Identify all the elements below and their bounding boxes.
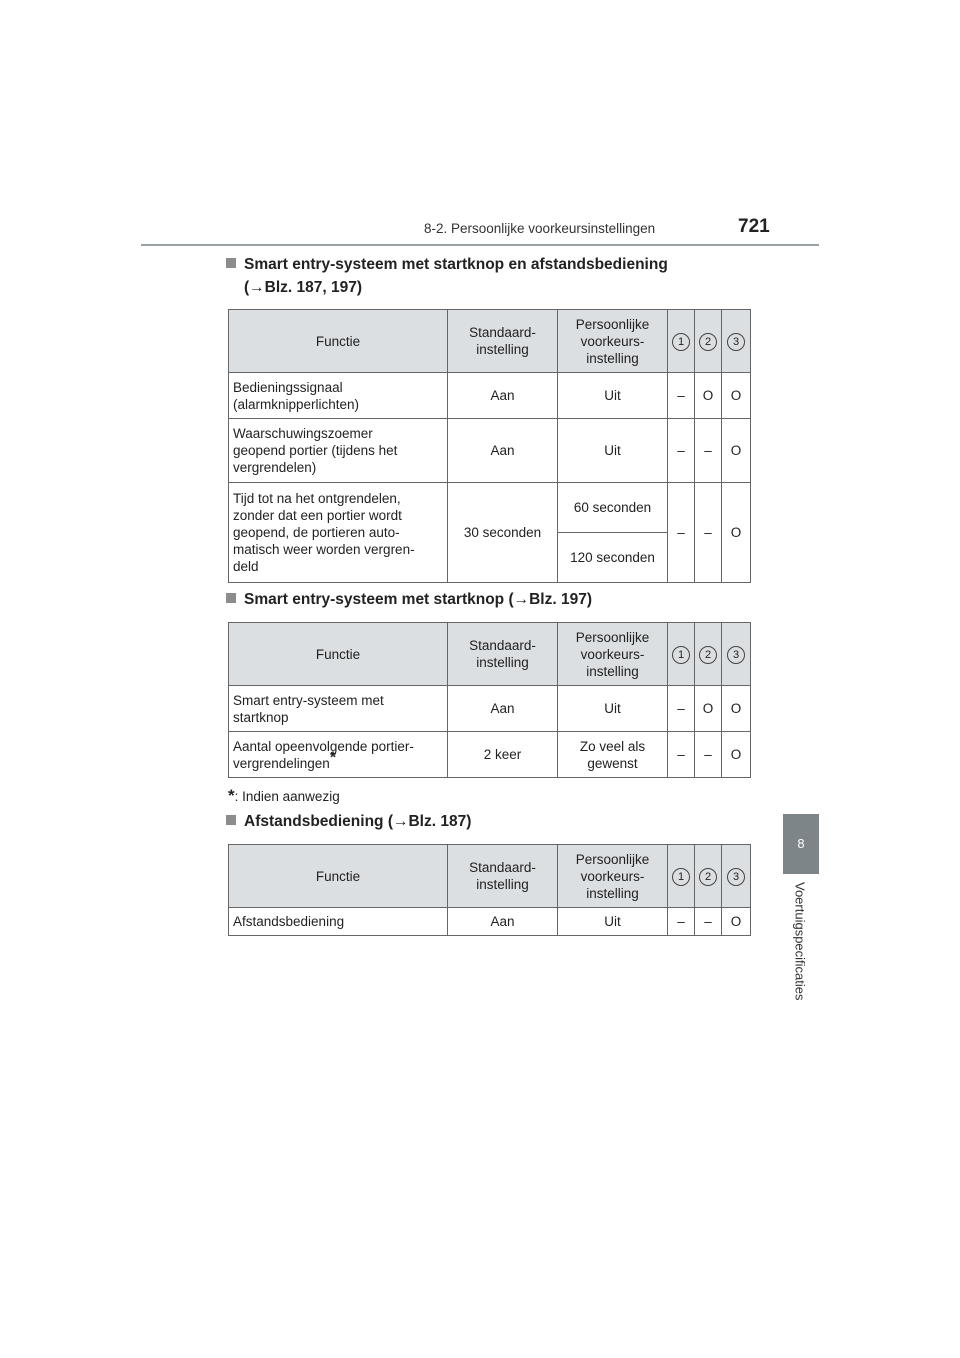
header-persoonlijk: Persoonlijke voorkeurs- instelling (558, 845, 668, 908)
circled-2-icon: 2 (699, 868, 717, 886)
table-header-row (229, 845, 751, 908)
cell-c3: O (722, 686, 751, 732)
table-header-row (229, 623, 751, 686)
chapter-label-container (780, 882, 820, 1022)
section-header: 8-2. Persoonlijke voorkeursinstellingen (424, 221, 656, 236)
table-row (229, 686, 751, 732)
cell-persoonlijk: Uit (558, 686, 668, 732)
header-standaard: Standaard- instelling (448, 310, 558, 373)
square-bullet-icon (226, 593, 236, 603)
header-col-2 (695, 623, 722, 686)
cell-standaard: Aan (448, 686, 558, 732)
circled-2-icon: 2 (699, 646, 717, 664)
cell-c1: – (668, 686, 695, 732)
cell-c2: – (695, 908, 722, 936)
table-row (229, 419, 751, 483)
cell-c2: O (695, 686, 722, 732)
page-number: 721 (738, 216, 770, 237)
header-functie: Functie (229, 623, 448, 686)
cell-functie: Tijd tot na het ontgrendelen, zonder dat een portier wordt geopend, de portieren auto- matisch weer worden vergren- deld (229, 483, 448, 583)
section-3-title: Afstandsbediening (→Blz. 187) (226, 813, 471, 831)
header-standaard: Standaard- instelling (448, 845, 558, 908)
cell-c2: – (695, 483, 722, 583)
cell-functie: Waarschuwingszoemer geopend portier (tijdens het vergrendelen) (229, 419, 448, 483)
cell-c1: – (668, 483, 695, 583)
cell-functie: Bedieningssignaal (alarmknipperlichten) (229, 373, 448, 419)
header-standaard: Standaard- instelling (448, 623, 558, 686)
table-row (229, 483, 751, 533)
square-bullet-icon (226, 815, 236, 825)
header-persoonlijk: Persoonlijke voorkeurs- instelling (558, 310, 668, 373)
table-row (229, 373, 751, 419)
circled-3-icon: 3 (727, 333, 745, 351)
cell-c1: – (668, 373, 695, 419)
header-functie: Functie (229, 310, 448, 373)
header-col-1 (668, 623, 695, 686)
cell-functie-line-1: Aantal opeenvolgende portier- (233, 738, 414, 754)
settings-table-2 (228, 622, 751, 778)
cell-functie: Afstandsbediening (229, 908, 448, 936)
cell-c1: – (668, 419, 695, 483)
cell-c2: – (695, 419, 722, 483)
cell-standaard: Aan (448, 419, 558, 483)
header-persoonlijk: Persoonlijke voorkeurs- instelling (558, 623, 668, 686)
cell-persoonlijk-a: 60 seconden (558, 483, 668, 533)
cell-c3: O (722, 908, 751, 936)
table-row (229, 732, 751, 778)
cell-standaard: 2 keer (448, 732, 558, 778)
circled-3-icon: 3 (727, 646, 745, 664)
square-bullet-icon (226, 258, 236, 268)
cell-functie (229, 732, 448, 778)
cell-functie: Smart entry-systeem met startknop (229, 686, 448, 732)
cell-persoonlijk: Uit (558, 373, 668, 419)
settings-table-1 (228, 309, 751, 583)
header-divider (141, 244, 819, 246)
cell-standaard: Aan (448, 908, 558, 936)
cell-persoonlijk: Uit (558, 419, 668, 483)
cell-c2: – (695, 732, 722, 778)
header-col-1 (668, 845, 695, 908)
cell-c1: – (668, 732, 695, 778)
cell-functie-line-2: vergrendelingen (233, 755, 330, 771)
circled-2-icon: 2 (699, 333, 717, 351)
footnote (228, 786, 340, 806)
circled-3-icon: 3 (727, 868, 745, 886)
table-header-row (229, 310, 751, 373)
cell-c3: O (722, 419, 751, 483)
section-1-subtitle: (→Blz. 187, 197) (244, 279, 363, 296)
chapter-tab: 8 (783, 814, 819, 874)
header-col-3 (722, 623, 751, 686)
cell-c3: O (722, 373, 751, 419)
cell-standaard: Aan (448, 373, 558, 419)
cell-persoonlijk: Zo veel als gewenst (558, 732, 668, 778)
cell-persoonlijk-b: 120 seconden (558, 533, 668, 583)
asterisk-marker: * (329, 749, 337, 766)
header-col-3 (722, 845, 751, 908)
cell-standaard: 30 seconden (448, 483, 558, 583)
cell-persoonlijk: Uit (558, 908, 668, 936)
section-2-title: Smart entry-systeem met startknop (→Blz. 197) (226, 591, 592, 609)
cell-c3: O (722, 483, 751, 583)
footnote-text: : Indien aanwezig (234, 789, 340, 804)
header-col-1 (668, 310, 695, 373)
cell-c2: O (695, 373, 722, 419)
circled-1-icon: 1 (672, 646, 690, 664)
cell-c1: – (668, 908, 695, 936)
header-col-3 (722, 310, 751, 373)
footnote-marker: * (228, 786, 235, 805)
section-1-title: Smart entry-systeem met startknop en afstandsbediening (226, 256, 668, 274)
chapter-label: Voertuigspecificaties (792, 882, 808, 1001)
circled-1-icon: 1 (672, 333, 690, 351)
cell-c3: O (722, 732, 751, 778)
header-functie: Functie (229, 845, 448, 908)
table-row (229, 908, 751, 936)
settings-table-3 (228, 844, 751, 936)
header-col-2 (695, 310, 722, 373)
circled-1-icon: 1 (672, 868, 690, 886)
header-col-2 (695, 845, 722, 908)
